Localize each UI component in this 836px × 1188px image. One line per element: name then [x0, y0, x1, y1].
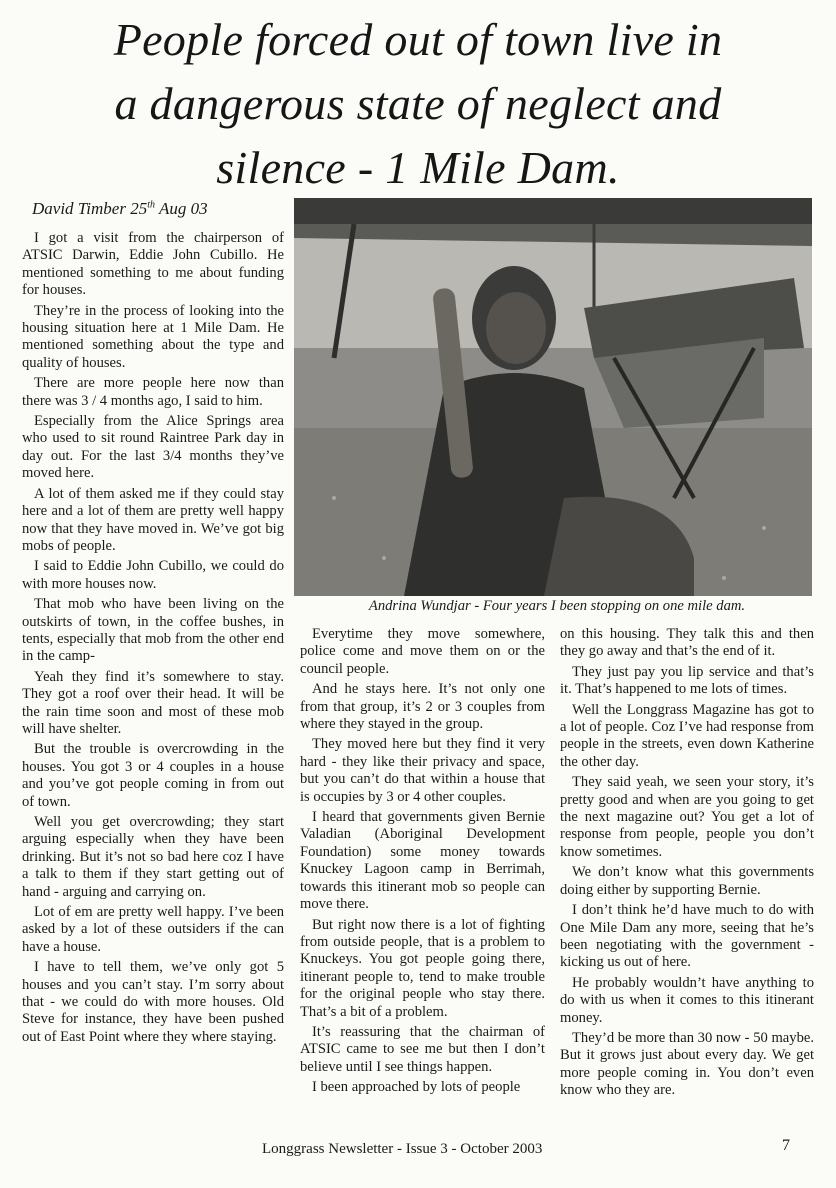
paragraph: I said to Eddie John Cubillo, we could do with more houses now. — [22, 558, 284, 592]
headline-line-1: People forced out of town live in — [113, 14, 723, 65]
headline-line-2: a dangerous state of neglect and — [114, 78, 722, 129]
page-footer: Longgrass Newsletter - Issue 3 - October 2003 — [262, 1141, 543, 1157]
paragraph: I been approached by lots of people — [312, 1079, 521, 1096]
paragraph: But the trouble is overcrowding in the houses. You got 3 or 4 couples in a house and you’ve got people coming in from out of town. — [22, 741, 284, 810]
paragraph: I have to tell them, we’ve only got 5 houses and you can’t stay. I’m sorry about that - we could do with more houses. Old Steve for instance, they have been pushed out of East Point where they where staying. — [22, 959, 284, 1045]
paragraph: He probably wouldn’t have anything to do with us when it comes to this itinerant money. — [560, 974, 814, 1026]
byline-author: David Timber 25 — [32, 199, 148, 218]
article-photo — [294, 198, 812, 596]
photo-caption: Andrina Wundjar - Four years I been stopping on one mile dam. — [368, 598, 746, 614]
article-column-1 — [22, 230, 284, 1049]
headline-line-3: silence - 1 Mile Dam. — [216, 142, 620, 193]
paragraph: They said yeah, we seen your story, it’s pretty good and when are you going to get the next magazine out? You get a lot of response from people, people you don’t know sometimes. — [560, 774, 814, 860]
byline-date-suffix: th — [147, 199, 156, 211]
paragraph: We don’t know what this governments doing either by supporting Bernie. — [560, 864, 814, 898]
photo-icon — [294, 198, 812, 596]
paragraph: That mob who have been living on the outskirts of town, in the coffee bushes, in tents, especially that mob from the other end in the camp- — [22, 596, 284, 665]
paragraph: Especially from the Alice Springs area who used to sit round Raintree Park day in day out. For the last 3/4 months they’ve moved here. — [22, 413, 284, 482]
paragraph: Well you get overcrowding; they start arguing especially when they have been drinking. But it’s not so bad here coz I have a talk to them if they start getting out of hand - arguing and carrying on. — [22, 814, 284, 900]
paragraph: I don’t think he’d have much to do with One Mile Dam any more, seeing that he’s been negotiating with the government - kicking us out of here. — [560, 902, 814, 971]
paragraph: on this housing. They talk this and then they go away and that’s the end of it. — [560, 626, 814, 660]
paragraph: Lot of em are pretty well happy. I’ve been asked by a lot of these outsiders if the can have a house. — [22, 904, 284, 955]
paragraph: They moved here but they find it very hard - they like their privacy and space, but you can’t do that within a house that is occupies by 3 or 4 other couples. — [300, 736, 545, 805]
paragraph: And he stays here. It’s not only one from that group, it’s 2 or 3 couples from where they stayed in the group. — [300, 681, 545, 733]
article-column-2 — [300, 626, 545, 1100]
paragraph: Everytime they move somewhere, police come and move them on or the council people. — [300, 626, 545, 677]
byline-date: Aug 03 — [155, 199, 208, 218]
paragraph: Well the Longgrass Magazine has got to a lot of people. Coz I’ve had response from people in the streets, even down Katherine the other day. — [560, 701, 814, 770]
paragraph: I heard that governments given Bernie Valadian (Aboriginal Development Foundation) some money towards Knuckey Lagoon camp in Berrimah, towards this itinerant mob so people can move there. — [300, 809, 545, 913]
paragraph: There are more people here now than there was 3 / 4 months ago, I said to him. — [22, 375, 284, 409]
paragraph: I got a visit from the chairperson of ATSIC Darwin, Eddie John Cubillo. He mentioned something to me about funding for houses. — [22, 230, 284, 299]
paragraph: A lot of them asked me if they could stay here and a lot of them are pretty well happy now that they have moved in. We’ve got big mobs of people. — [22, 485, 284, 554]
byline — [32, 199, 208, 219]
article-headline — [10, 8, 826, 200]
paragraph: But right now there is a lot of fighting from outside people, that is a problem to Knuckeys. You got people going there, itinerant people to, tend to make trouble for the original people who stay there. That’s a bit of a problem. — [300, 916, 545, 1020]
page-number: 7 — [782, 1137, 790, 1154]
paragraph: They just pay you lip service and that’s it. That’s happened to me lots of times. — [560, 663, 814, 698]
paragraph: Yeah they find it’s somewhere to stay. They got a roof over their head. It will be the rain time soon and most of these mob will have shelter. — [22, 668, 284, 737]
paragraph: It’s reassuring that the chairman of ATSIC came to see me but then I don’t believe until I see things happen. — [300, 1023, 545, 1075]
paragraph: They’d be more than 30 now - 50 maybe. But it grows just about every day. We get more people coming in. You don’t even know who they are. — [560, 1029, 814, 1099]
paragraph: They’re in the process of looking into the housing situation here at 1 Mile Dam. He mentioned something about the type and quality of houses. — [22, 302, 284, 371]
article-column-3 — [560, 626, 814, 1103]
